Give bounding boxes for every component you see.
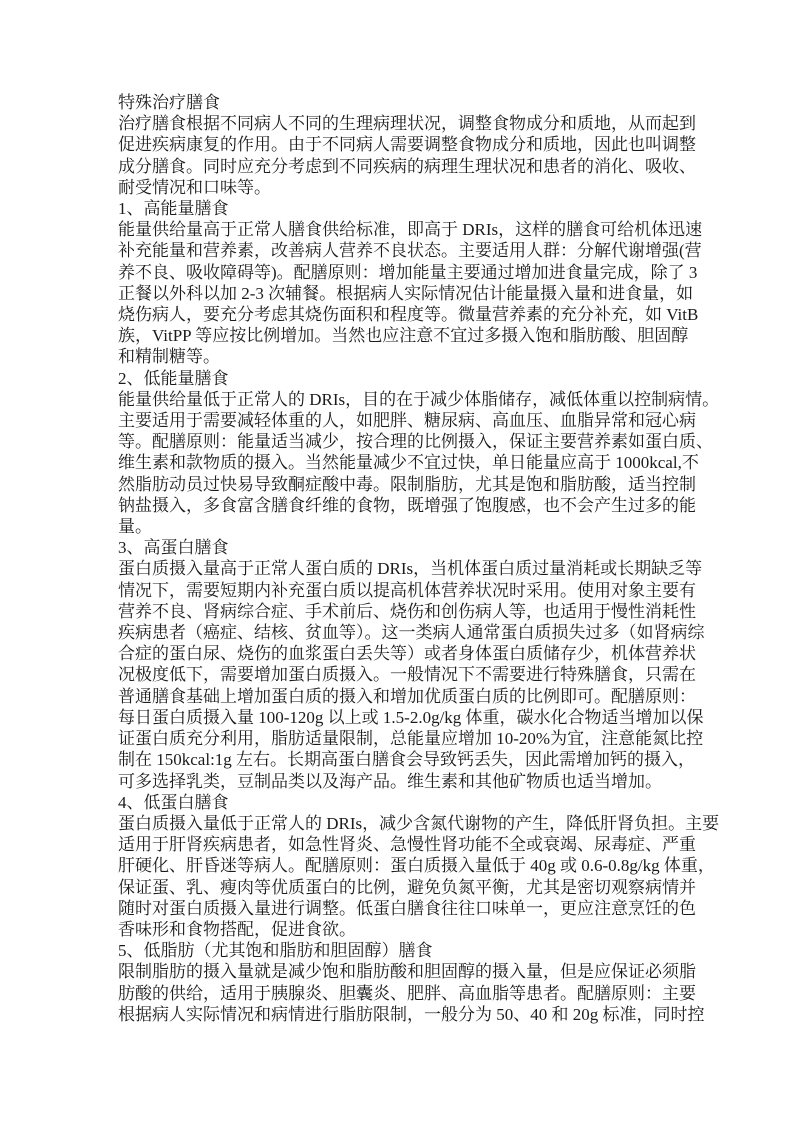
section-heading: 5、低脂肪（尤其饱和脂肪和胆固醇）膳食 — [118, 941, 433, 961]
text-line: 合症的蛋白尿、烧伤的血浆蛋白丢失等）或者身体蛋白质储存少，机体营养状 — [118, 644, 696, 664]
text-line: 限制脂肪的摄入量就是减少饱和脂肪酸和胆固醇的摄入量，但是应保证必须脂 — [118, 962, 696, 982]
document-body — [118, 92, 720, 1025]
text-line: 钠盐摄入，多食富含膳食纤维的食物，既增强了饱腹感，也不会产生过多的能 — [118, 495, 696, 515]
text-line: 香味形和食物搭配，促进食欲。 — [118, 919, 356, 939]
section-heading: 3、高蛋白膳食 — [118, 538, 229, 558]
section-heading: 2、低能量膳食 — [118, 368, 229, 388]
text-line: 蛋白质摄入量高于正常人蛋白质的 DRIs，当机体蛋白质过量消耗或长期缺乏等 — [118, 559, 703, 579]
text-line: 保证蛋、乳、瘦肉等优质蛋白的比例，避免负氮平衡，尤其是密切观察病情并 — [118, 877, 696, 897]
text-line: 肝硬化、肝昏迷等病人。配膳原则：蛋白质摄入量低于 40g 或 0.6-0.8g/kg 体重， — [118, 856, 715, 876]
text-line: 正餐以外科以加 2-3 次辅餐。根据病人实际情况估计能量摄入量和进食量，如 — [118, 283, 694, 303]
text-line: 可多选择乳类，豆制品类以及海产品。维生素和其他矿物质也适当增加。 — [118, 771, 662, 791]
text-line: 量。 — [118, 517, 152, 537]
text-line: 随时对蛋白质摄入量进行调整。低蛋白膳食往往口味单一，更应注意烹饪的色 — [118, 898, 696, 918]
text-line: 烧伤病人，要充分考虑其烧伤面积和程度等。微量营养素的充分补充，如 VitB — [118, 305, 699, 325]
text-line: 和精制糖等。 — [118, 347, 220, 367]
text-line: 制在 150kcal:1g 左右。长期高蛋白膳食会导致钙丢失，因此需增加钙的摄入， — [118, 750, 696, 770]
text-line: 补充能量和营养素，改善病人营养不良状态。主要适用人群：分解代谢增强(营 — [118, 241, 702, 261]
text-line: 养不良、吸收障碍等)。配膳原则：增加能量主要通过增加进食量完成，除了 3 — [118, 262, 698, 282]
text-line: 维生素和款物质的摄入。当然能量减少不宜过快，单日能量应高于 1000kcal,不 — [118, 453, 699, 473]
text-line: 肪酸的供给，适用于胰腺炎、胆囊炎、肥胖、高血脂等患者。配膳原则：主要 — [118, 983, 696, 1003]
text-line: 然脂肪动员过快易导致酮症酸中毒。限制脂肪，尤其是饱和脂肪酸，适当控制 — [118, 474, 696, 494]
text-line: 族，VitPP 等应按比例增加。当然也应注意不宜过多摄入饱和脂肪酸、胆固醇 — [118, 326, 689, 346]
text-line: 普通膳食基础上增加蛋白质的摄入和增加优质蛋白质的比例即可。配膳原则： — [118, 686, 696, 706]
section-heading: 1、高能量膳食 — [118, 199, 229, 219]
text-line: 耐受情况和口味等。 — [118, 177, 271, 197]
text-line: 治疗膳食根据不同病人不同的生理病理状况，调整食物成分和质地，从而起到 — [118, 114, 696, 134]
text-line: 适用于肝肾疾病患者，如急性肾炎、急慢性肾功能不全或衰竭、尿毒症、严重 — [118, 835, 696, 855]
text-line: 主要适用于需要减轻体重的人，如肥胖、糖尿病、高血压、血脂异常和冠心病 — [118, 411, 696, 431]
text-line: 成分膳食。同时应充分考虑到不同疾病的病理生理状况和患者的消化、吸收、 — [118, 156, 696, 176]
text-line: 蛋白质摄入量低于正常人的 DRIs，减少含氮代谢物的产生，降低肝肾负担。主要 — [118, 813, 720, 833]
text-line: 能量供给量高于正常人膳食供给标准，即高于 DRIs，这样的膳食可给机体迅速 — [118, 220, 703, 240]
text-line: 情况下，需要短期内补充蛋白质以提高机体营养状况时采用。使用对象主要有 — [118, 580, 696, 600]
text-line: 况极度低下，需要增加蛋白质摄入。一般情况下不需要进行特殊膳食，只需在 — [118, 665, 696, 685]
text-line: 疾病患者（癌症、结核、贫血等）。这一类病人通常蛋白质损失过多（如肾病综 — [118, 623, 705, 643]
text-line: 促进疾病康复的作用。由于不同病人需要调整食物成分和质地，因此也叫调整 — [118, 135, 696, 155]
text-line: 等。配膳原则：能量适当减少，按合理的比例摄入，保证主要营养素如蛋白质、 — [118, 432, 713, 452]
text-line: 证蛋白质充分利用，脂肪适量限制，总能量应增加 10-20%为宜，注意能氮比控 — [118, 729, 704, 749]
text-line: 每日蛋白质摄入量 100-120g 以上或 1.5-2.0g/kg 体重，碳水化合物适当增加以保 — [118, 707, 704, 727]
text-line: 根据病人实际情况和病情进行脂肪限制，一般分为 50、40 和 20g 标准，同时控 — [118, 1004, 705, 1024]
text-line: 营养不良、肾病综合症、手术前后、烧伤和创伤病人等，也适用于慢性消耗性 — [118, 601, 696, 621]
document-title: 特殊治疗膳食 — [118, 93, 220, 112]
text-line: 能量供给量低于正常人的 DRIs，目的在于减少体脂储存，减低体重以控制病情。 — [118, 389, 720, 409]
section-heading: 4、低蛋白膳食 — [118, 792, 229, 812]
